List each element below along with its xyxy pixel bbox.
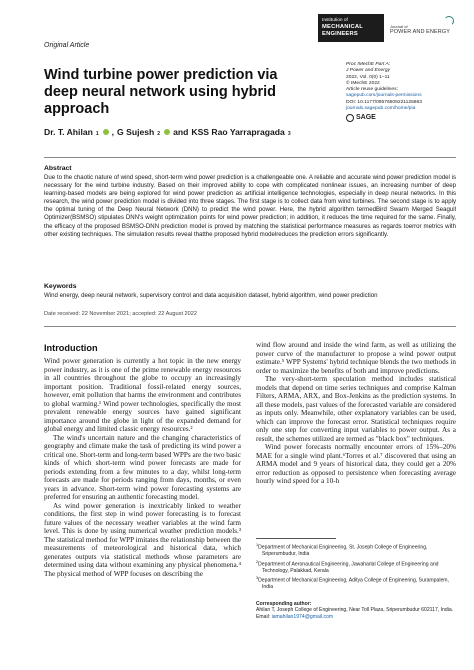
intro-paragraph: The wind's uncertain nature and the changing characteristics of geography and climate make the task of predicting its wind power a critical one. Short-term and long-term based WPPs are the two basic kinds of which short-term wind power forecasts are made for periods extending from a few minutes to a day, whilst long-term forecasts are made for periods ranging from days, months, or even years in advance. Short-term wind power forecasting systems are preferred for ensuring an authentic forecasting model.	[44, 433, 241, 501]
affiliation-item	[256, 575, 456, 591]
publisher-logo-line1: Institution of	[322, 18, 348, 23]
corresponding-author	[256, 601, 456, 620]
sage-label: SAGE	[356, 114, 376, 122]
intro-paragraph: wind flow around and inside the wind farm, as well as utilizing the power curve of the manufacturer to propose a wind power output estimate.⁵ WPP Systems' hybrid technique blends the two methods in order to maximize the benefits of both and improve predictions.	[256, 341, 456, 375]
email-link[interactable]: iamahilan1974@gmail.com	[271, 613, 334, 620]
intro-paragraph: As wind power generation is inextricably linked to weather conditions, the first step in wind power forecasting is to forecast future values of the necessary weather variables at the wind farm level. This is done by using numerical weather prediction models.³ The statistical method for WPP imitates the relationship between the measurements of meteorological and historical data, which generates outputs via statistical methods whose parameters are determined using data without examining any physical phenomena.⁴ The physical method of WPP focuses on describing the	[44, 501, 242, 578]
affiliations	[256, 542, 456, 592]
corresponding-email-line	[256, 614, 456, 620]
divider	[44, 326, 456, 327]
author-list	[44, 127, 464, 137]
email-label: Email:	[256, 613, 271, 620]
journal-home-link[interactable]: journals.sagepub.com/home/pia	[346, 106, 416, 112]
affiliation-item	[256, 559, 456, 575]
intro-column-left	[44, 357, 241, 578]
author-affiliation: 2	[157, 131, 161, 137]
footnote-divider	[256, 538, 336, 539]
journal-logo	[390, 14, 456, 42]
meta-journal-full: J Power and Energy	[346, 68, 391, 74]
author-name: KSS Rao Yarrapragada	[191, 127, 285, 137]
affiliation-number: 1	[256, 543, 259, 547]
orcid-icon[interactable]	[103, 129, 109, 135]
meta-copyright: © IMechE 2022	[346, 80, 380, 86]
affiliation-item	[256, 542, 456, 558]
author-name: G Sujesh	[117, 127, 155, 137]
introduction-heading: Introduction	[44, 343, 98, 353]
author-separator: ,	[111, 127, 115, 137]
paper-title: Wind turbine power prediction via deep neural network using hybrid approach	[44, 67, 278, 117]
author-affiliation: 3	[287, 131, 291, 137]
keywords-text: Wind energy, deep neural network, supervisory control and data acquisition dataset, hybrid algorithm, wind power prediction	[44, 292, 378, 299]
abstract-text: Due to the chaotic nature of wind speed, short-term wind power prediction is a challengeable one. A reliable and accurate wind power prediction model is necessary for the wind turbine industry. Based on their improved ability to cope with complicated nonlinear issues, an increasing number of deep learning-based models are being explored for wind power prediction as artificial intelligence technologies, especially in deep neural networks. In this research, the wind power prediction model is divided into three stages. The first stage is to collect data from wind turbines. The second stage is to apply the optimal tuning of the Deep Neural Network (DNN) to predict the wind power. Here, the hybrid algorithm termedBird Swarm Merged Seagull Optimizer(BSMSO) stipulates DNN's weight optimization points for wind power prediction; in addition, it reduces the time required for the same. Finally, the efficacy of the proposed BSMSO-DNN prediction model is proved by matching the statistical performance measures as regards toerror metrics with other existing techniques. The simulation results reveal thatthe proposed hybrid modelreduces the prediction errors significantly.	[44, 174, 456, 238]
corresponding-address: Ahilan T, Joseph College of Engineering, Near Toll Plaza, Sriperumbudur 602117, India.	[256, 607, 454, 614]
intro-column-right	[256, 341, 456, 486]
meta-reuse: Article reuse guidelines:	[346, 87, 398, 93]
intro-paragraph: Wind power forecasts normally encounter errors of 15%–20% MAE for a single wind plant.⁶Torres et al.⁷ discovered that using an ARMA model and 9 years of historical data, they could get a 20% error reduction as opposed to persistence when forecasting average hourly wind speed for a 10-h	[256, 443, 456, 485]
author-affiliation: 1	[95, 131, 99, 137]
author-separator: and	[173, 127, 189, 137]
journal-logo-line1: Journal of	[390, 24, 408, 29]
journal-logo-line2: POWER AND ENERGY	[390, 29, 450, 35]
affiliation-number: 3	[256, 576, 259, 580]
intro-paragraph: The very-short-term speculation method includes statistical models that depend on time series techniques and comprise Kalman Filters, ARMA, ARX, and Box-Jenkins as the prediction systems. In all these models, past values of the forecasted variable are considered as inputs only. Meanwhile, other explanatory variables can be used, which can improve the forecast error. Statistical techniques require only one step for converting input variables to power output. As a result, the schemes utilized are termed as "black box" techniques.	[256, 375, 456, 443]
meta-journal: Proc IMechE Part A:	[346, 62, 391, 67]
dates: Date received: 22 November 2021; accepted: 22 August 2022	[44, 311, 197, 317]
reuse-link[interactable]: sagepub.com/journals-permissions	[346, 93, 422, 99]
meta-volume: 2022, Vol. 0(0) 1–11	[346, 74, 390, 80]
publisher-logo	[318, 14, 384, 42]
intro-paragraph: Wind power generation is currently a hot topic in the new energy power industry, as it is one of the prime renewable energy resources in all countries throughout the globe to occupy an increasingly important position. Traditional fossil-related energy sources, however, emit pollution that harms the environment and contributes to global warming.¹ Wind power technologies, specifically the most prevalent renewable energy sources have gained significant importance around the globe in light of the expanded demand for global energy and limited classic energy resources.²	[44, 357, 241, 433]
affiliation-text: Department of Mechanical Engineering, St. Joseph College of Engineering, Sriperumbudur, India	[258, 544, 428, 558]
article-type: Original Article	[44, 42, 90, 49]
publisher-logo-line3: ENGINEERS	[322, 31, 358, 37]
meta-doi[interactable]: DOI: 10.1177/09576509221125863	[346, 99, 422, 105]
keywords-heading: Keywords	[44, 283, 77, 290]
sage-icon	[346, 114, 354, 122]
publisher-logo-line2: MECHANICAL	[322, 24, 363, 30]
journal-swoosh-icon	[444, 16, 454, 26]
sage-logo	[346, 114, 466, 122]
abstract-heading: Abstract	[44, 165, 72, 172]
affiliation-text: Department of Mechanical Engineering, Aditya College of Engineering, Surampalem, India	[258, 577, 449, 591]
journal-meta	[346, 62, 466, 122]
divider	[44, 157, 456, 158]
affiliation-number: 2	[256, 559, 259, 564]
corresponding-heading: Corresponding author:	[256, 601, 312, 607]
author-name: Dr. T. Ahilan	[44, 127, 93, 137]
orcid-icon[interactable]	[164, 129, 170, 135]
affiliation-text: Department of Aeronautical Engineering, Jawaharlal College of Engineering and Technology, Palakkad, Kerala	[258, 561, 439, 574]
